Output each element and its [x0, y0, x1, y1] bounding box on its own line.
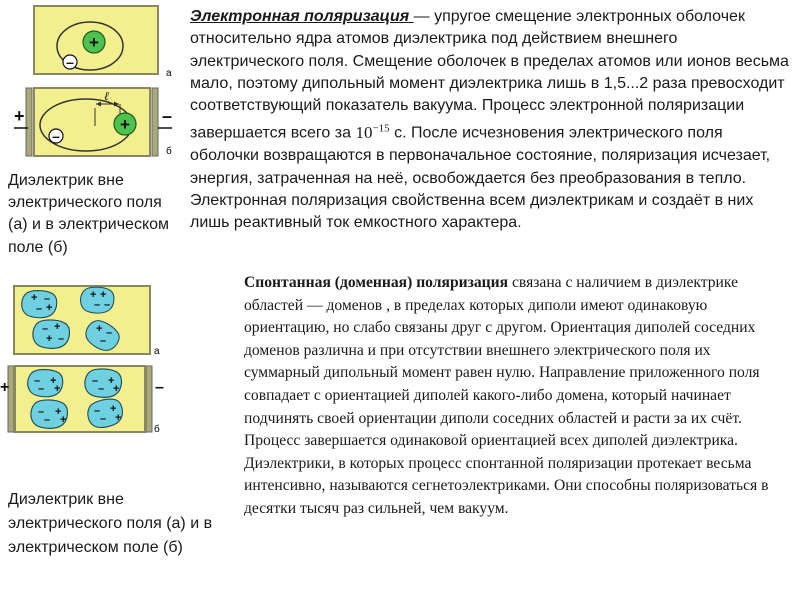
domain-charge: + [50, 375, 57, 387]
domain-charge: + [90, 289, 97, 301]
domain-charge: – [94, 299, 101, 311]
domain-charge: – [42, 323, 49, 335]
domain-polarization-term: Спонтанная (доменная) поляризация [244, 274, 509, 291]
domain-charge: – [44, 414, 51, 426]
domain-charge: – [94, 405, 101, 417]
nucleus-sign: + [120, 115, 130, 134]
figure2-panel-a [14, 286, 150, 355]
domain-charge: – [92, 375, 99, 387]
domain-charge: – [58, 333, 65, 345]
electron-sign: – [66, 54, 74, 70]
domain-charge: + [100, 289, 107, 301]
domain-charge: + [46, 302, 53, 314]
time-value [355, 123, 389, 142]
domain-charge: – [34, 375, 41, 387]
domain-charge: + [108, 375, 115, 387]
domain-polarization-text: связана с наличием в диэлектрике областей — доменов , в пределах которых диполи имеют одинаковую ориентацию, но слабо связаны друг с другом. Ориентация диполей соседних доменов различна и при отсутствии внешнего электрического поля их суммарный дипольный момент равен нулю. Направление приложенного поля совпадает с ориентацией диполей какого-либо домена, который начинает подчинять своей ориентации диполи соседних областей и расти за их счёт. Процесс завершается одинаковой ориентацией всех диполей диэлектрика. Диэлектрики, в которых процесс спонтанной поляризации протекает весьма интенсивно, называются сегнетоэлектриками. Они способны поляризоваться в десятки тысяч раз сильней, чем вакуум. [244, 274, 769, 517]
electronic-polarization-text-end: с. После исчезновения электрического поля оболочки возвращаются в первоначальное состояние, поляризация исчезает, энергия, затраченная на неё, освобождается без преобразования в тепло. Электронная поляризация свойственна всем диэлектрикам и создаёт в них лишь реактивный ток емкостного характера. [190, 125, 771, 232]
positive-terminal: + [14, 106, 25, 126]
domain-charge: + [115, 412, 122, 424]
domain-charge: – [38, 383, 45, 395]
domain-charge: + [55, 406, 62, 418]
positive-terminal: + [0, 379, 10, 396]
domain-charge: + [54, 383, 61, 395]
nucleus-sign: + [89, 33, 99, 52]
domain-charge: – [36, 303, 43, 315]
figure1-caption: Диэлектрик вне электрического поля (а) и в электрическом поле (б) [8, 172, 170, 256]
domain-charge: – [44, 293, 51, 305]
domain-charge: – [106, 327, 113, 339]
domain-charge: – [100, 335, 107, 347]
figure2-label-b: б [154, 424, 160, 435]
domain-charge: + [60, 414, 67, 426]
domain-charge: + [96, 323, 103, 335]
displacement-label: ℓ [104, 89, 109, 103]
electronic-polarization-figure [0, 0, 185, 165]
electronic-polarization-text: — упругое смещение электронных оболочек относительно ядра атомов диэлектрика под действием внешнего электрического поля. Смещение оболочек в пределах атомов или ионов весьма мало, поэтому дипольный момент диэлектрика лишь в 1,5...2 раза превосходит соответствующий показатель вакуума. Процесс электронной поляризации завершается всего за [190, 8, 789, 143]
electronic-polarization-term: Электронная поляризация [190, 8, 414, 25]
domain-charge: + [54, 321, 61, 333]
domain-charge: – [104, 299, 111, 311]
domain-charge: – [98, 383, 105, 395]
domain-polarization-figure [0, 280, 185, 440]
electron-sign: – [52, 128, 60, 144]
figure1-panel-b [14, 88, 172, 156]
domain-charge: + [113, 383, 120, 395]
domain-polarization-paragraph [244, 272, 784, 521]
figure1-panel-a [34, 6, 158, 74]
time-exponent: −15 [372, 122, 390, 135]
domain-charge: – [100, 413, 107, 425]
domain-charge: + [46, 333, 53, 345]
negative-terminal: – [162, 106, 173, 126]
right-plate [152, 88, 158, 156]
figure2-label-a: а [154, 346, 160, 357]
domain-charge: – [38, 406, 45, 418]
electronic-polarization-paragraph [190, 6, 792, 235]
domain-charge: + [31, 292, 38, 304]
left-plate [26, 88, 32, 156]
figure1-label-a: а [166, 68, 172, 79]
right-plate [146, 366, 152, 432]
figure1-label-b: б [166, 146, 172, 157]
time-base: 10 [355, 123, 373, 143]
domain-charge: + [110, 403, 117, 415]
negative-terminal: – [155, 379, 164, 396]
figure2-panel-b [0, 366, 164, 432]
figure2-caption: Диэлектрик вне электрического поля (а) и в электрическом поле (б) [8, 491, 213, 556]
left-plate [8, 366, 14, 432]
